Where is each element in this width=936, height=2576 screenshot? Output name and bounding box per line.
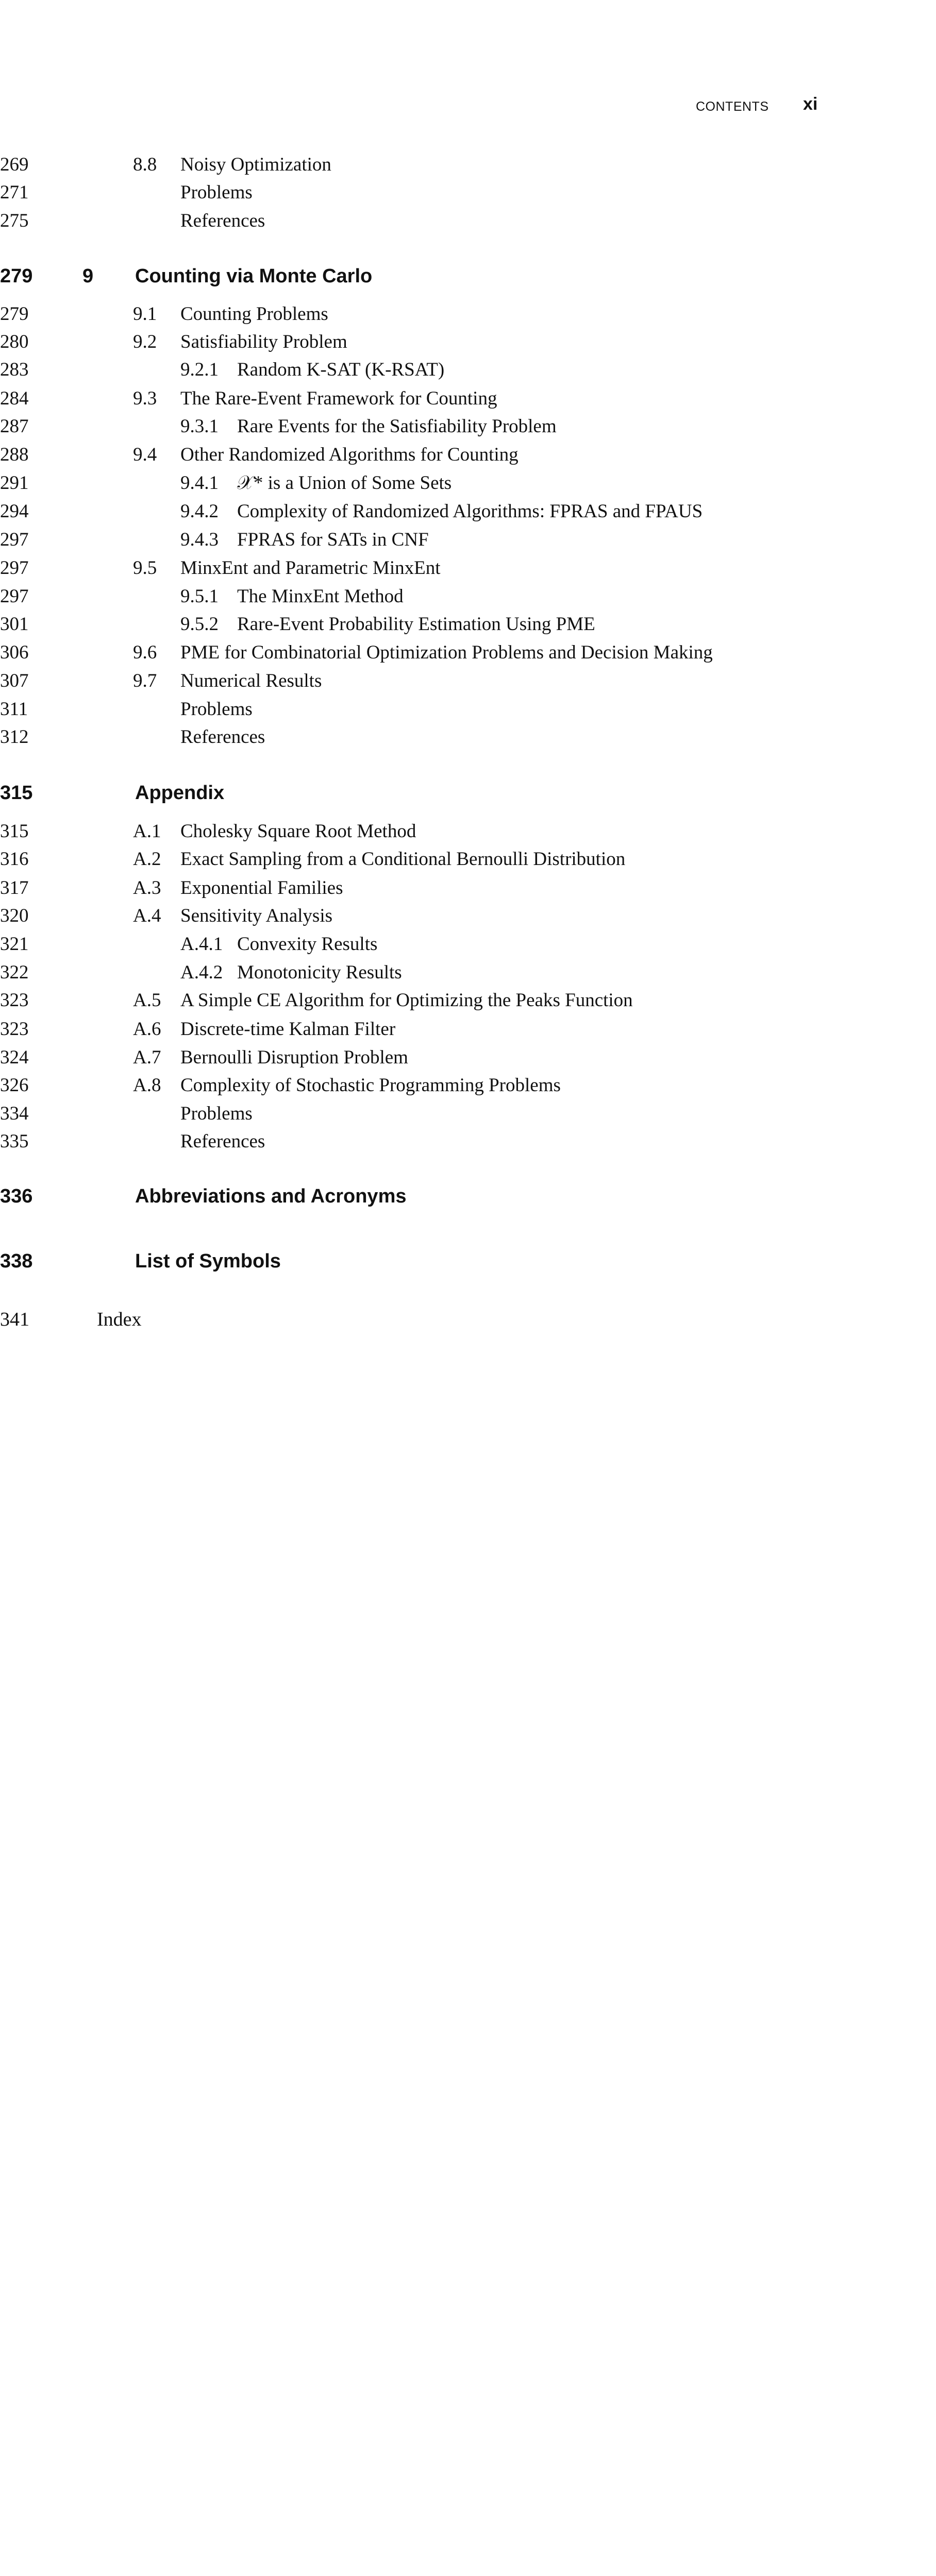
toc-entry — [0, 472, 936, 500]
page-ref: 291 — [0, 472, 29, 494]
section-title: PME for Combinatorial Optimization Problems and Decision Making — [180, 642, 713, 663]
page-ref: 334 — [0, 1103, 29, 1124]
section-title: Rare Events for the Satisfiability Problem — [237, 416, 557, 437]
section-title: Discrete-time Kalman Filter — [180, 1019, 396, 1040]
page-ref: 307 — [0, 670, 29, 691]
section-title: Counting Problems — [180, 303, 328, 325]
toc-entry — [0, 500, 936, 528]
section-number: A.3 — [133, 877, 161, 899]
page-ref: 279 — [0, 265, 33, 287]
toc-entry — [0, 154, 936, 181]
page-ref: 316 — [0, 849, 29, 870]
toc-entry — [0, 933, 936, 961]
toc-entry — [0, 698, 936, 726]
toc-entry — [0, 331, 936, 359]
toc-entry — [0, 905, 936, 933]
section-title: References — [180, 210, 265, 231]
toc-chapter — [0, 1250, 936, 1278]
section-number: 9.5.2 — [180, 614, 219, 635]
toc-entry — [0, 1018, 936, 1046]
page-ref: 284 — [0, 388, 29, 409]
running-header-label: CONTENTS — [696, 99, 769, 114]
page-ref: 297 — [0, 557, 29, 579]
page-ref: 326 — [0, 1075, 29, 1096]
section-title: Noisy Optimization — [180, 154, 331, 175]
section-title: Index — [97, 1309, 142, 1330]
toc-chapter — [0, 265, 936, 293]
page-ref: 271 — [0, 182, 29, 203]
section-number: 9.4.2 — [180, 501, 219, 522]
section-number: A.2 — [133, 849, 161, 870]
toc-entry — [0, 210, 936, 238]
toc-entry — [0, 1130, 936, 1158]
section-title: Problems — [180, 1103, 253, 1124]
toc-entry — [0, 961, 936, 989]
toc-entry — [0, 415, 936, 443]
page-ref: 279 — [0, 303, 29, 325]
section-title: Rare-Event Probability Estimation Using PME — [237, 614, 595, 635]
page-ref: 306 — [0, 642, 29, 663]
page-ref: 320 — [0, 905, 29, 926]
page-ref: 288 — [0, 444, 29, 465]
section-title: Satisfiability Problem — [180, 331, 347, 352]
section-number: 9.3.1 — [180, 416, 219, 437]
section-number: 9.2.1 — [180, 359, 219, 380]
page-ref: 324 — [0, 1047, 29, 1068]
section-number: A.4.1 — [180, 934, 223, 955]
toc-entry — [0, 303, 936, 331]
section-title: Problems — [180, 699, 253, 720]
page-ref: 301 — [0, 614, 29, 635]
toc-index — [0, 1308, 936, 1336]
section-title: Bernoulli Disruption Problem — [180, 1047, 408, 1068]
page-ref: 294 — [0, 501, 29, 522]
toc-entry — [0, 989, 936, 1017]
page-ref: 275 — [0, 210, 29, 231]
page-ref: 297 — [0, 586, 29, 607]
page-number: xi — [803, 94, 818, 114]
section-number: 9.4 — [133, 444, 157, 465]
toc-entry — [0, 726, 936, 754]
toc-entry — [0, 529, 936, 556]
section-title: FPRAS for SATs in CNF — [237, 529, 429, 550]
page-ref: 323 — [0, 1019, 29, 1040]
section-number: 8.8 — [133, 154, 157, 175]
section-title: The MinxEnt Method — [237, 586, 404, 607]
running-header — [660, 94, 830, 120]
section-title: Numerical Results — [180, 670, 322, 691]
section-number: 9.5.1 — [180, 586, 219, 607]
page-ref: 317 — [0, 877, 29, 899]
section-title: Exact Sampling from a Conditional Bernoulli Distribution — [180, 849, 626, 870]
section-title: Appendix — [135, 782, 225, 804]
page-ref: 321 — [0, 934, 29, 955]
section-number: 9.4.1 — [180, 472, 219, 494]
section-title: Monotonicity Results — [237, 962, 402, 983]
section-title: MinxEnt and Parametric MinxEnt — [180, 557, 441, 579]
page-ref: 311 — [0, 699, 28, 720]
toc-entry — [0, 1103, 936, 1130]
section-title: Complexity of Randomized Algorithms: FPRAS and FPAUS — [237, 501, 703, 522]
toc-chapter — [0, 782, 936, 810]
toc-entry — [0, 670, 936, 698]
section-number: A.6 — [133, 1019, 161, 1040]
toc-entry — [0, 1074, 936, 1102]
toc-entry — [0, 387, 936, 415]
section-title: List of Symbols — [135, 1250, 281, 1272]
page-ref: 283 — [0, 359, 29, 380]
section-number: 9.4.3 — [180, 529, 219, 550]
section-number: 9.5 — [133, 557, 157, 579]
section-number: 9.6 — [133, 642, 157, 663]
page-ref: 336 — [0, 1185, 33, 1207]
section-number: 9 — [82, 265, 94, 287]
page-ref: 338 — [0, 1250, 33, 1272]
section-title: Complexity of Stochastic Programming Problems — [180, 1075, 561, 1096]
section-title: Random K-SAT (K-RSAT) — [237, 359, 445, 380]
section-title: 𝒳* is a Union of Some Sets — [237, 472, 452, 494]
section-title: Exponential Families — [180, 877, 343, 899]
page-ref: 323 — [0, 990, 29, 1011]
toc-entry — [0, 641, 936, 669]
toc-entry — [0, 820, 936, 848]
section-title: Other Randomized Algorithms for Counting — [180, 444, 519, 465]
toc-entry — [0, 181, 936, 209]
section-title: The Rare-Event Framework for Counting — [180, 388, 497, 409]
section-title: Abbreviations and Acronyms — [135, 1185, 407, 1207]
section-title: A Simple CE Algorithm for Optimizing the Peaks Function — [180, 990, 633, 1011]
section-number: A.5 — [133, 990, 161, 1011]
section-number: A.4 — [133, 905, 161, 926]
toc-entry — [0, 585, 936, 613]
page-ref: 297 — [0, 529, 29, 550]
section-title: References — [180, 1131, 265, 1152]
section-title: Convexity Results — [237, 934, 378, 955]
section-title: Cholesky Square Root Method — [180, 821, 416, 842]
page-ref: 315 — [0, 782, 33, 804]
page-ref: 280 — [0, 331, 29, 352]
page-ref: 287 — [0, 416, 29, 437]
section-number: A.7 — [133, 1047, 161, 1068]
toc-entry — [0, 359, 936, 386]
section-title: Sensitivity Analysis — [180, 905, 333, 926]
page-ref: 322 — [0, 962, 29, 983]
section-number: 9.7 — [133, 670, 157, 691]
section-number: 9.2 — [133, 331, 157, 352]
section-number: A.1 — [133, 821, 161, 842]
page-ref: 335 — [0, 1131, 29, 1152]
toc-entry — [0, 444, 936, 471]
section-number: A.8 — [133, 1075, 161, 1096]
page-ref: 341 — [0, 1309, 29, 1330]
section-title: Counting via Monte Carlo — [135, 265, 373, 287]
page-ref: 315 — [0, 821, 29, 842]
page-ref: 269 — [0, 154, 29, 175]
toc-entry — [0, 557, 936, 585]
section-number: 9.3 — [133, 388, 157, 409]
toc-entry — [0, 1046, 936, 1074]
page-ref: 312 — [0, 726, 29, 748]
toc-entry — [0, 613, 936, 641]
section-number: A.4.2 — [180, 962, 223, 983]
section-number: 9.1 — [133, 303, 157, 325]
toc-chapter — [0, 1185, 936, 1213]
section-title: Problems — [180, 182, 253, 203]
toc-entry — [0, 877, 936, 905]
toc-entry — [0, 848, 936, 876]
section-title: References — [180, 726, 265, 748]
